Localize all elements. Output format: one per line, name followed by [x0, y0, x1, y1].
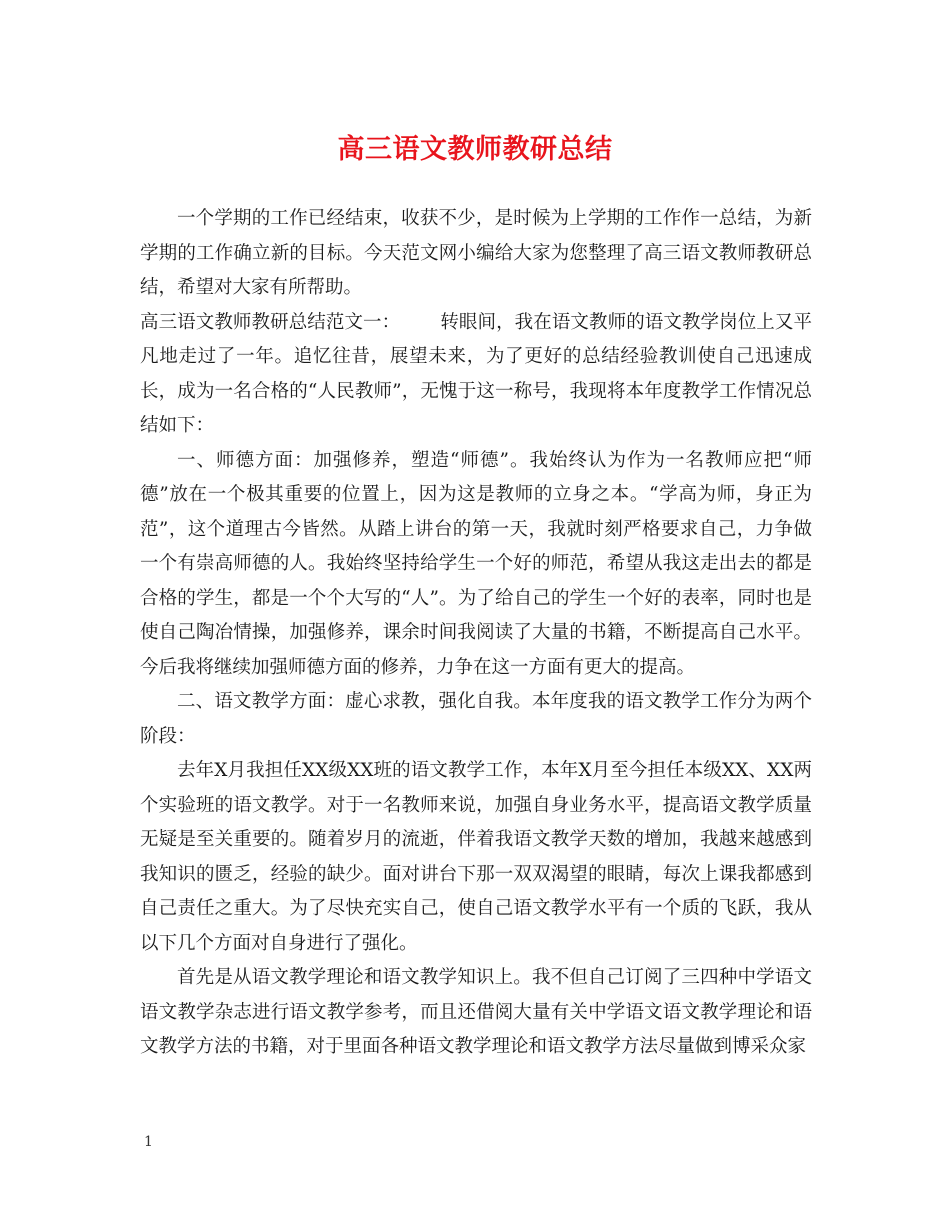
sample-lead-text: 转眼间，我在语文教师的语文教学岗位上又平凡地走过了一年。追忆往昔，展望未来，为了更好的总结经验教训使自己迅速成长，成为一名合格的“人民教师”，无愧于这一称号，我现将本年度教学工作情况总结如下：	[140, 311, 812, 436]
page-number: 1	[144, 1134, 153, 1150]
section-paragraph-teaching: 二、语文教学方面：虚心求教，强化自我。本年度我的语文教学工作分为两个阶段：	[140, 691, 812, 747]
body-paragraph-theory: 首先是从语文教学理论和语文教学知识上。我不但自己订阅了三四种中学语文语文教学杂志进行语文教学参考，而且还借阅大量有关中学语文语文教学理论和语文教学方法的书籍，对于里面各种语文教学理论和语文教学方法尽量做到博采众家	[140, 967, 812, 1057]
page-title: 高三语文教师教研总结	[337, 134, 613, 165]
sample-paragraph	[140, 306, 812, 444]
document-body	[140, 202, 812, 1065]
section-paragraph-ethics: 一、师德方面：加强修养，塑造“师德”。我始终认为作为一名教师应把“师德”放在一个极其重要的位置上，因为这是教师的立身之本。“学高为师，身正为范”，这个道理古今皆然。从踏上讲台的第一天，我就时刻严格要求自己，力争做一个有崇高师德的人。我始终坚持给学生一个好的师范，希望从我这走出去的都是合格的学生，都是一个个大写的“人”。为了给自己的学生一个好的表率，同时也是使自己陶冶情操，加强修养，课余时间我阅读了大量的书籍，不断提高自己水平。今后我将继续加强师德方面的修养，力争在这一方面有更大的提高。	[140, 449, 812, 678]
sample-heading: 高三语文教师教研总结范文一：	[140, 311, 401, 333]
body-paragraph-experience: 去年X月我担任XX级XX班的语文教学工作，本年X月至今担任本级XX、XX两个实验班的语文教学。对于一名教师来说，加强自身业务水平，提高语文教学质量无疑是至关重要的。随着岁月的流逝，伴着我语文教学天数的增加，我越来越感到我知识的匮乏，经验的缺少。面对讲台下那一双双渴望的眼睛，每次上课我都感到自己责任之重大。为了尽快充实自己，使自己语文教学水平有一个质的飞跃，我从以下几个方面对自身进行了强化。	[140, 760, 812, 954]
intro-paragraph: 一个学期的工作已经结束，收获不少，是时候为上学期的工作作一总结，为新学期的工作确立新的目标。今天范文网小编给大家为您整理了高三语文教师教研总结，希望对大家有所帮助。	[140, 208, 812, 298]
